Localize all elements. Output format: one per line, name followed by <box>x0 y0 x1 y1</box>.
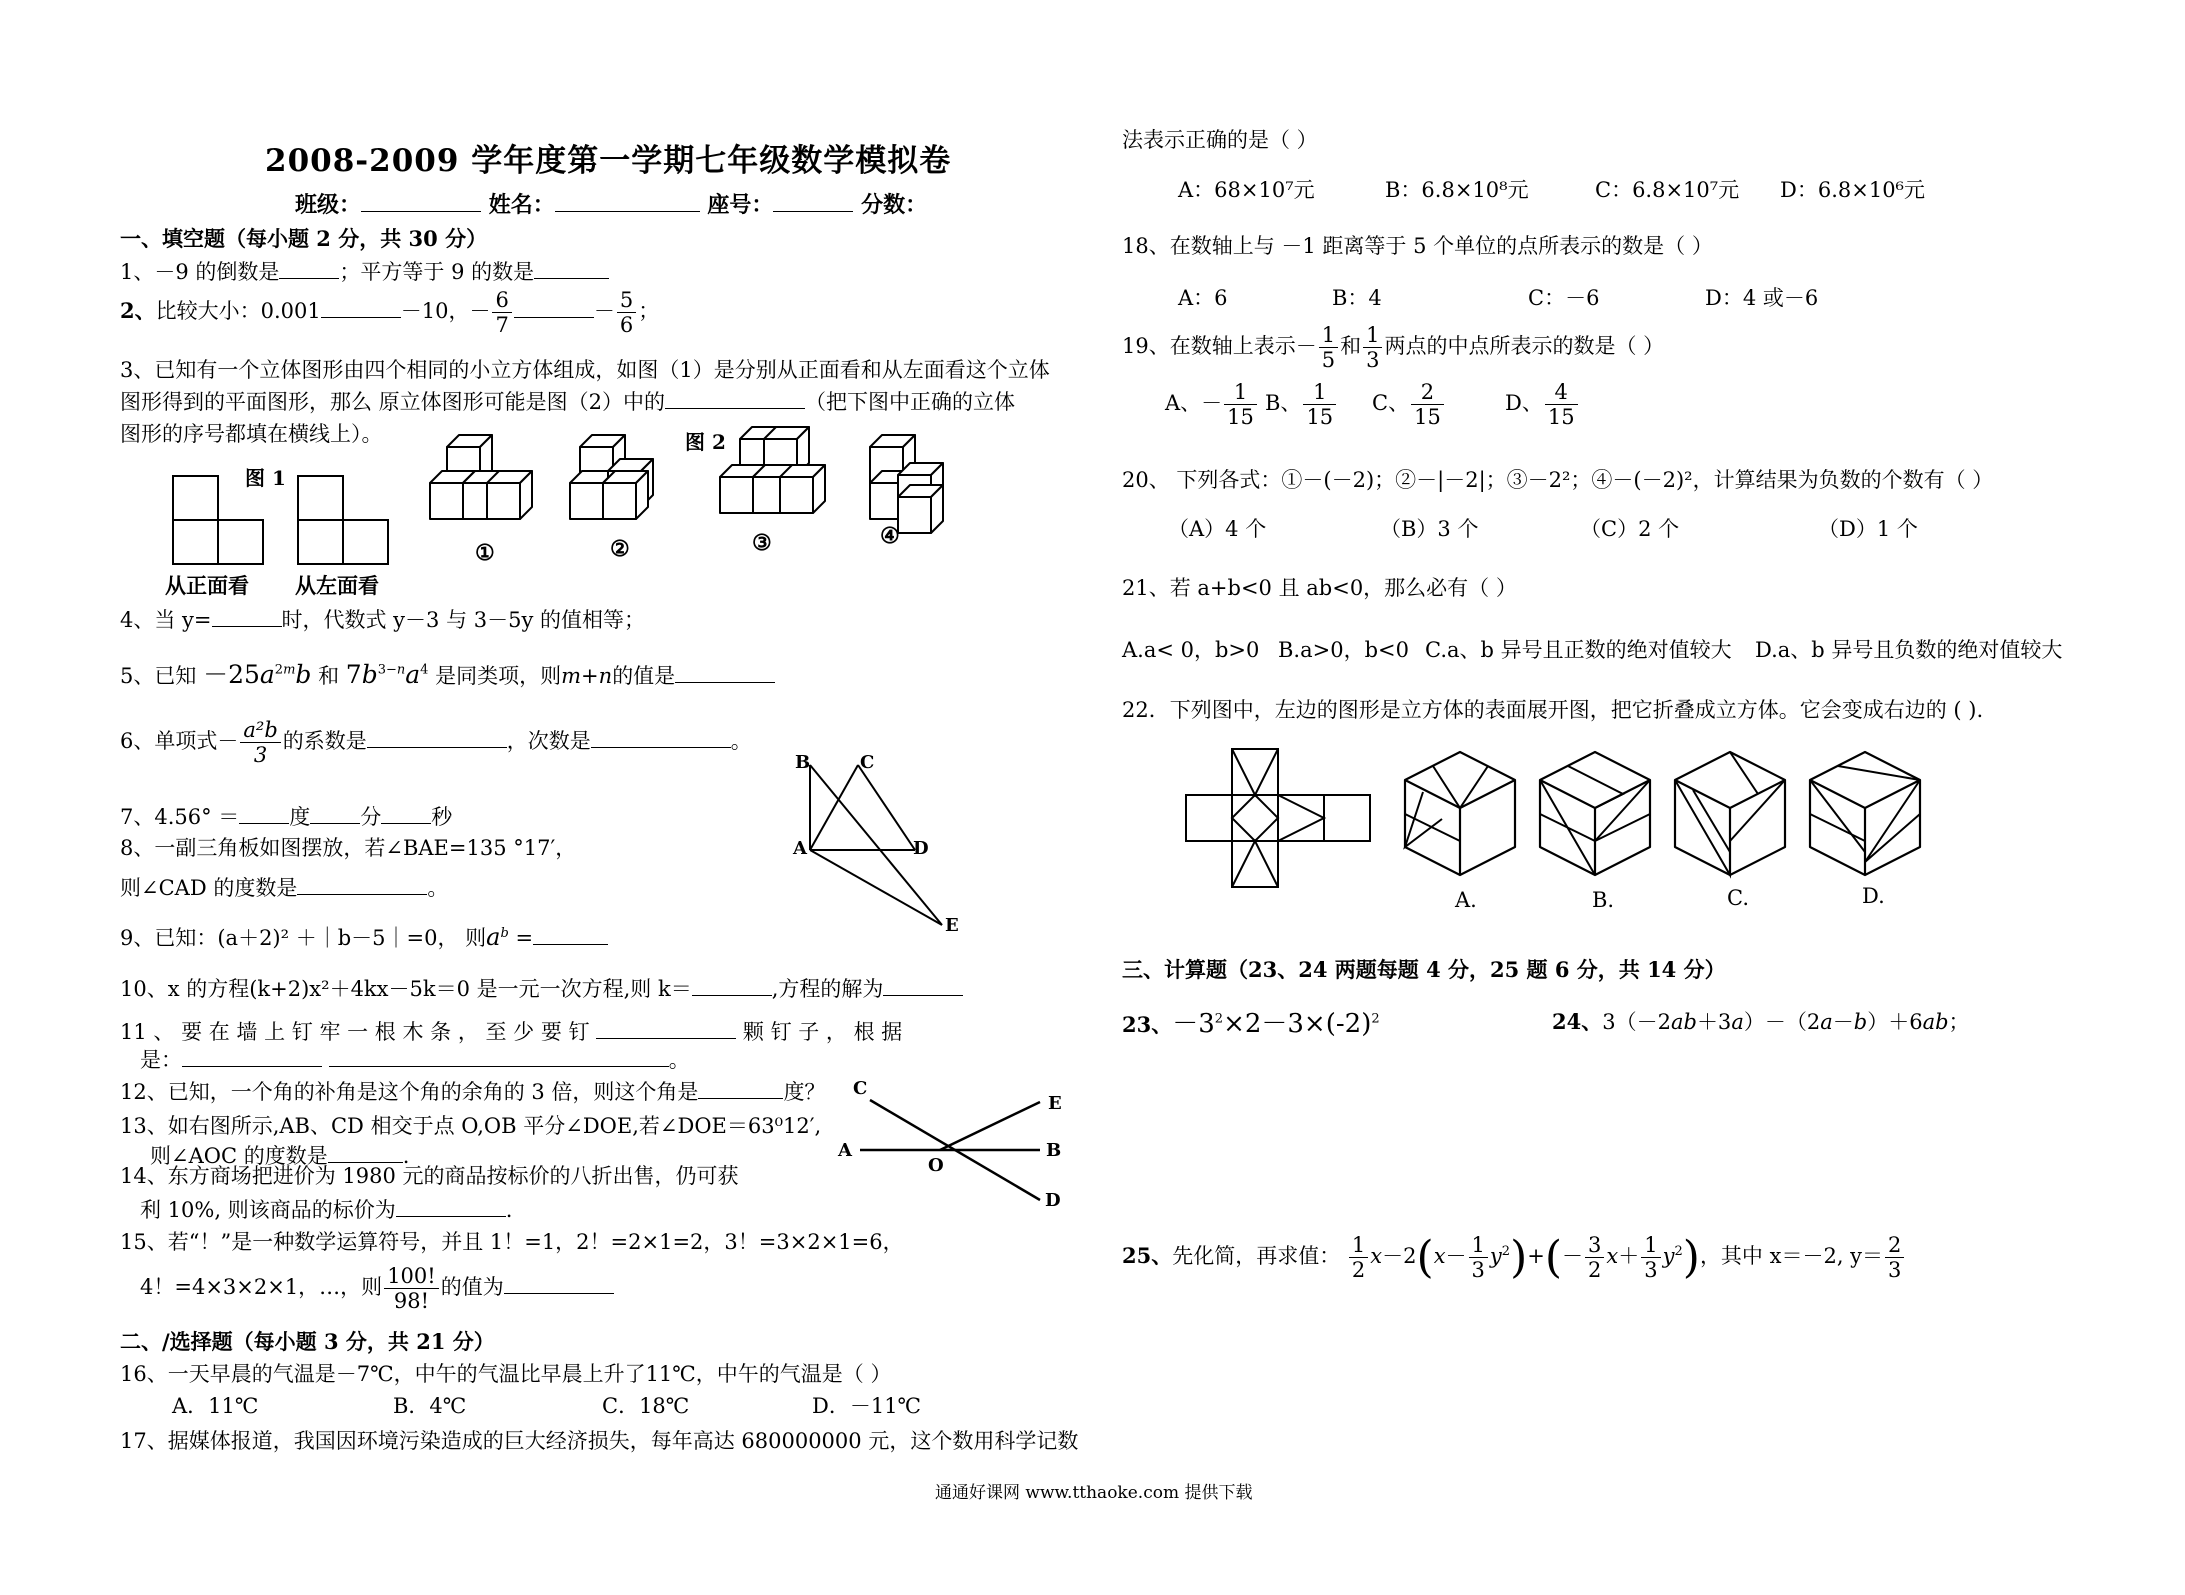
question-11-line-2: 是： 。 <box>140 1048 690 1072</box>
cube-option-c <box>1675 752 1785 875</box>
left-view-label: 从左面看 <box>295 573 379 598</box>
triangle-label-A: A <box>793 838 807 859</box>
question-19: 19、在数轴上表示－ $\frac{1}{5}$ 和 $\frac{1}{3}$ 两点的中点所表示的数是（ ） <box>1122 323 1665 373</box>
q8-blank[interactable] <box>297 874 427 895</box>
figure-2-label: 图 2 <box>685 430 726 454</box>
solid-option-3: ③ <box>752 530 772 556</box>
q19-option-d[interactable]: D、 $\frac{4}{15}$ <box>1505 380 1580 429</box>
lines-label-A: A <box>838 1140 852 1161</box>
header-fields <box>295 188 927 219</box>
triangle-label-C: C <box>860 752 875 773</box>
question-20: 20、 下列各式：①－(－2)；②－|－2|；③－2²；④－(－2)²，计算结果为负数的个数有（ ） <box>1122 468 1994 492</box>
question-9: 9、已知：(a＋2)² ＋｜b－5｜=0， 则$a^b$ = <box>120 922 608 952</box>
q19-fraction-2: $\frac{1}{3}$ <box>1363 323 1382 372</box>
lines-label-C: C <box>853 1078 868 1099</box>
q21-option-c[interactable]: C.a、b 异号且正数的绝对值较大 <box>1425 638 1732 662</box>
q15-fraction: $\frac{100!}{98!}$ <box>384 1264 439 1313</box>
q11-blank-3[interactable] <box>329 1046 669 1067</box>
question-8-line-1: 8、一副三角板如图摆放，若∠BAE=135 °17′， <box>120 836 577 860</box>
q22-option-d[interactable]: D. <box>1862 884 1885 908</box>
triangle-plates-figure <box>790 750 990 940</box>
figure-1-label: 图 1 <box>245 466 286 490</box>
footer-text: 通通好课网 www.tthaoke.com 提供下载 <box>935 1483 1253 1503</box>
question-18: 18、在数轴上与 －1 距离等于 5 个单位的点所表示的数是（ ） <box>1122 234 1713 258</box>
solid-option-4: ④ <box>880 523 900 549</box>
question-23: 23、$-3^2\times 2-3\times(-2)^2$ <box>1122 1009 1380 1039</box>
q17-option-b[interactable]: B：6.8×10⁸元 <box>1385 178 1529 202</box>
q5-blank[interactable] <box>675 662 775 683</box>
class-label: 班级： <box>295 192 362 218</box>
lines-label-E: E <box>1048 1093 1062 1114</box>
q19-option-c[interactable]: C、 $\frac{2}{15}$ <box>1372 380 1446 429</box>
q21-option-a[interactable]: A.a< 0，b>0 <box>1122 638 1260 662</box>
q12-blank[interactable] <box>698 1078 783 1099</box>
q2-blank-1[interactable] <box>321 297 401 318</box>
lines-label-B: B <box>1046 1140 1062 1161</box>
q16-option-b[interactable]: B．4℃ <box>393 1394 467 1418</box>
q17-option-d[interactable]: D：6.8×10⁶元 <box>1780 178 1925 202</box>
question-16: 16、一天早晨的气温是－7℃，中午的气温比早晨上升了11℃，中午的气温是（ ） <box>120 1362 892 1386</box>
question-3-line-1: 3、已知有一个立体图形由四个相同的小立方体组成，如图（1）是分别从正面看和从左面看这个立体 <box>120 358 1050 382</box>
left-view <box>298 476 388 564</box>
q2-text-b: －10，－ <box>400 299 491 324</box>
q16-option-c[interactable]: C．18℃ <box>602 1394 690 1418</box>
q4-blank[interactable] <box>212 606 282 627</box>
question-25: 25、先化简，再求值： $\frac{1}{2}$ x－2(x－ $\frac{1}{3}$ $y^2)+(-$ $\frac{3}{2}$ x＋ $\frac{1}{3}$ $y^2$)，其中 x＝－2, y＝ $\frac{2}{3}$ <box>1122 1232 1906 1283</box>
question-13-line-2: 则∠AOC 的度数是 . <box>150 1144 410 1168</box>
question-3-line-2: 图形得到的平面图形，那么 原立体图形可能是图（2）中的 （把下图中正确的立体 <box>120 390 1016 414</box>
question-12: 12、已知，一个角的补角是这个角的余角的 3 倍，则这个角是 度？ <box>120 1080 826 1104</box>
question-17-line-2: 法表示正确的是（ ） <box>1122 128 1318 152</box>
q6-fraction: $\frac{\text{a²b}}{3}$ <box>240 718 280 767</box>
cube-option-a <box>1405 752 1515 875</box>
question-11-line-1: 11 、 要 在 墙 上 钉 牢 一 根 木 条 ， 至 少 要 钉 颗 钉 子 ， 根 据 <box>120 1020 903 1044</box>
question-15-line-2: 4！=4×3×2×1，…，则 $\frac{100!}{98!}$ 的值为 <box>140 1264 614 1313</box>
q9-blank[interactable] <box>533 924 608 945</box>
solid-4 <box>870 435 943 533</box>
q5-term-1: $-25a^{2m}b$ <box>203 660 312 689</box>
q18-option-b[interactable]: B：4 <box>1332 286 1382 310</box>
cube-net-figure <box>1180 745 1380 895</box>
triangle-label-D: D <box>913 838 929 859</box>
q16-option-a[interactable]: A．11℃ <box>172 1394 259 1418</box>
q20-option-c[interactable]: （C）2 个 <box>1580 517 1680 541</box>
question-6: 6、单项式－ $\frac{\text{a²b}}{3}$ 的系数是 ，次数是 。 <box>120 718 752 768</box>
q21-option-b[interactable]: B.a>0，b<0 <box>1278 638 1409 662</box>
solid-option-2: ② <box>610 536 630 562</box>
q2-fraction-1: $\frac{6}{7}$ <box>492 288 511 337</box>
q16-option-d[interactable]: D．－11℃ <box>812 1394 922 1418</box>
q7-blank-2[interactable] <box>310 803 360 824</box>
lines-label-D: D <box>1045 1190 1061 1211</box>
q15-blank[interactable] <box>504 1273 614 1294</box>
q14-blank[interactable] <box>396 1196 506 1217</box>
q2-number: 2、 <box>120 298 156 324</box>
q11-blank-1[interactable] <box>596 1018 736 1039</box>
section-2-heading: 二、/选择题（每小题 3 分，共 21 分） <box>120 1329 495 1354</box>
name-label: 姓名： <box>488 192 555 218</box>
seat-blank[interactable] <box>773 191 853 212</box>
solid-1 <box>430 435 532 519</box>
q18-option-d[interactable]: D：4 或－6 <box>1705 286 1819 310</box>
triangle-label-B: B <box>795 752 811 773</box>
q18-option-c[interactable]: C：－6 <box>1528 286 1600 310</box>
q2-blank-2[interactable] <box>514 297 594 318</box>
q20-option-b[interactable]: （B）3 个 <box>1380 517 1479 541</box>
solid-2 <box>570 435 653 519</box>
q1-blank-2[interactable] <box>534 258 609 279</box>
q17-option-c[interactable]: C：6.8×10⁷元 <box>1595 178 1740 202</box>
section-1-heading: 一、填空题（每小题 2 分，共 30 分） <box>120 226 488 251</box>
question-5: 5、已知 $-25a^{2m}b$ 和 $7b^{3-n}a^4$ 是同类项，则m+n的值是 <box>120 655 775 691</box>
q20-option-d[interactable]: （D）1 个 <box>1818 517 1918 541</box>
section-3-heading: 三、计算题（23、24 两题每题 4 分，25 题 6 分，共 14 分） <box>1122 957 1726 982</box>
q1-text-b: ；平方等于 9 的数是 <box>339 260 535 284</box>
solid-3 <box>720 427 825 513</box>
lines-label-O: O <box>928 1155 944 1176</box>
question-4: 4、当 y= 时，代数式 y－3 与 3－5y 的值相等； <box>120 608 646 632</box>
question-15-line-1: 15、若“！”是一种数学运算符号，并且 1！=1，2！=2×1=2，3！=3×2×1=6， <box>120 1230 904 1254</box>
question-8-line-2: 则∠CAD 的度数是 。 <box>120 876 449 900</box>
question-24: 24、3（－2ab＋3a）－（2a－b）＋6ab； <box>1552 1009 1970 1034</box>
question-22: 22．下列图中，左边的图形是立方体的表面展开图，把它折叠成立方体。它会变成右边的 ( ). <box>1122 698 1984 722</box>
question-13-line-1: 13、如右图所示,AB、CD 相交于点 O,OB 平分∠DOE,若∠DOE＝63⁰12′, <box>120 1114 822 1138</box>
question-3-line-3: 图形的序号都填在横线上）。 <box>120 422 383 446</box>
name-blank[interactable] <box>555 191 700 212</box>
q21-option-d[interactable]: D.a、b 异号且负数的绝对值较大 <box>1755 638 2063 662</box>
q19-option-a[interactable]: A、－ $\frac{1}{15}$ <box>1165 380 1259 429</box>
solid-option-1: ① <box>475 540 495 566</box>
q10-blank-2[interactable] <box>883 975 963 996</box>
q2-fraction-2: $\frac{5}{6}$ <box>617 288 636 337</box>
q11-blank-2[interactable] <box>182 1046 322 1067</box>
q5-term-2: $7b^{3-n}a^4$ <box>345 660 429 689</box>
q18-option-a[interactable]: A：6 <box>1178 286 1228 310</box>
question-21: 21、若 a+b<0 且 ab<0，那么必有（ ） <box>1122 576 1517 600</box>
question-14-line-1: 14、东方商场把进价为 1980 元的商品按标价的八折出售，仍可获 <box>120 1164 739 1188</box>
intersecting-lines-figure <box>840 1085 1060 1215</box>
q22-option-b[interactable]: B. <box>1592 888 1615 912</box>
q7-blank-3[interactable] <box>381 803 431 824</box>
question-1 <box>120 256 609 286</box>
seat-label: 座号： <box>707 192 774 218</box>
q6-blank-2[interactable] <box>591 727 731 748</box>
q2-text: 比较大小：0.001 <box>155 299 321 324</box>
q1-blank-1[interactable] <box>279 258 339 279</box>
question-14-line-2: 利 10%, 则该商品的标价为 . <box>140 1198 513 1222</box>
q22-option-c[interactable]: C. <box>1727 886 1749 910</box>
q22-option-a[interactable]: A. <box>1455 888 1477 912</box>
cube-options-figure <box>1405 752 1945 882</box>
question-17-line-1: 17、据媒体报道，我国因环境污染造成的巨大经济损失，每年高达 680000000 元，这个数用科学记数 <box>120 1429 1079 1453</box>
q20-option-a[interactable]: （A）4 个 <box>1168 517 1267 541</box>
cube-option-d <box>1810 752 1920 875</box>
q1-text-a: 1、－9 的倒数是 <box>120 260 280 284</box>
q6-blank-1[interactable] <box>367 727 507 748</box>
front-view-label: 从正面看 <box>165 573 249 598</box>
q10-blank-1[interactable] <box>692 975 772 996</box>
question-2: 2、比较大小：0.001 －10，－ $\frac{6}{7}$ － $\frac{5}{6}$ ； <box>120 288 660 338</box>
q19-option-b[interactable]: B、 $\frac{1}{15}$ <box>1265 380 1338 429</box>
page-title: 2008-2009 学年度第一学期七年级数学模拟卷 <box>265 143 952 179</box>
question-7: 7、4.56° ＝ 度 分 秒 <box>120 805 453 829</box>
class-blank[interactable] <box>361 191 481 212</box>
q17-option-a[interactable]: A：68×10⁷元 <box>1178 178 1315 202</box>
score-label: 分数： <box>861 192 928 218</box>
q19-fraction-1: $\frac{1}{5}$ <box>1319 323 1338 372</box>
cube-option-b <box>1540 752 1650 875</box>
triangle-label-E: E <box>945 915 959 936</box>
q7-blank-1[interactable] <box>239 803 289 824</box>
question-10: 10、x 的方程(k+2)x²＋4kx－5k＝0 是一元一次方程,则 k＝ ,方程的解为 <box>120 973 963 1003</box>
q3-blank[interactable] <box>665 388 805 409</box>
